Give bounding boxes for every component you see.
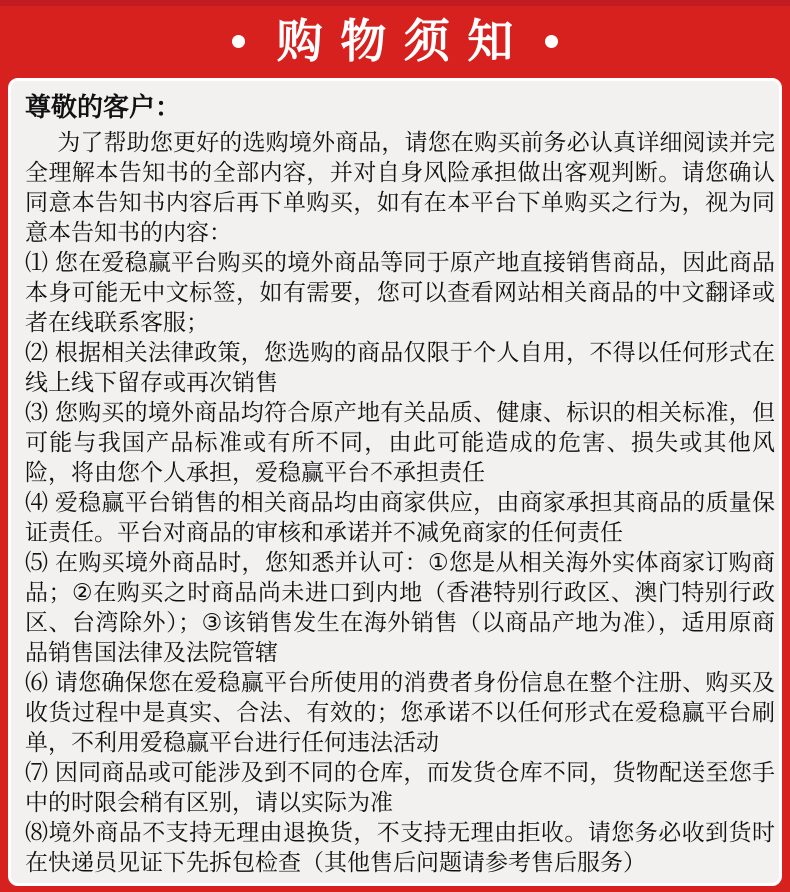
decorative-dot-left: [232, 35, 245, 48]
notice-header-banner: [0, 6, 790, 76]
notice-card: [8, 78, 782, 886]
page-title: 购物须知: [276, 15, 531, 67]
notice-item: ⑴ 您在爱稳赢平台购买的境外商品等同于原产地直接销售商品，因此商品本身可能无中文标签，如有需要，您可以查看网站相关商品的中文翻译或者在线联系客服；: [25, 249, 775, 335]
notice-item: ⑸ 在购买境外商品时，您知悉并认可：①您是从相关海外实体商家订购商品；②在购买之时商品尚未进口到内地（香港特别行政区、澳门特别行政区、台湾除外）；③该销售发生在海外销售（以商品产地为准），适用原商品销售国法律及法院管辖: [25, 549, 775, 665]
notice-item-list: [25, 247, 775, 877]
notice-intro-paragraph: 为了帮助您更好的选购境外商品，请您在购买前务必认真详细阅读并完全理解本告知书的全部内容，并对自身风险承担做出客观判断。请您确认同意本告知书内容后再下单购买，如有在本平台下单购买之行为，视为同意本告知书的内容：: [25, 129, 775, 245]
notice-item: ⑵ 根据相关法律政策，您选购的商品仅限于个人自用，不得以任何形式在线上线下留存或再次销售: [25, 339, 775, 395]
notice-item: ⑻境外商品不支持无理由退换货，不支持无理由拒收。请您务必收到货时在快递员见证下先拆包检查（其他售后问题请参考售后服务）: [25, 819, 775, 875]
notice-item: ⑷ 爱稳赢平台销售的相关商品均由商家供应，由商家承担其商品的质量保证责任。平台对商品的审核和承诺并不减免商家的任何责任: [25, 489, 775, 545]
greeting-heading: 尊敬的客户：: [25, 92, 182, 122]
notice-item: ⑹ 请您确保您在爱稳赢平台所使用的消费者身份信息在整个注册、购买及收货过程中是真实、合法、有效的；您承诺不以任何形式在爱稳赢平台刷单，不利用爱稳赢平台进行任何违法活动: [25, 669, 775, 755]
notice-item: ⑶ 您购买的境外商品均符合原产地有关品质、健康、标识的相关标准，但可能与我国产品标准或有所不同，由此可能造成的危害、损失或其他风险，将由您个人承担，爱稳赢平台不承担责任: [25, 399, 775, 485]
notice-item: ⑺ 因同商品或可能涉及到不同的仓库，而发货仓库不同，货物配送至您手中的时限会稍有区别，请以实际为准: [25, 759, 775, 815]
decorative-dot-right: [545, 35, 558, 48]
